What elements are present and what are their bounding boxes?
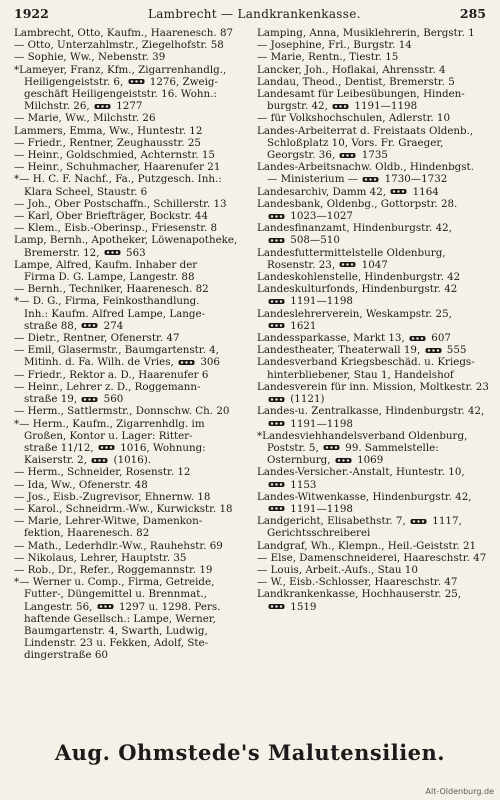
directory-entry-line: Heiligengeiststr. 6, 1276, Zweig- [24,75,218,88]
telephone-icon [332,103,349,110]
telephone-icon [268,298,285,305]
directory-entry-line: Landes-Arbeitsnachw. Oldb., Hindenbgst. [257,161,474,174]
directory-entry-line: Lamp, Bernh., Apotheker, Löwenapotheke, [14,234,238,247]
directory-entry-line: Futter-, Düngemittel u. Brennmat., [24,588,207,601]
directory-entry-line: 508—510 [257,234,490,246]
directory-entry-line: Landesfuttermittelstelle Oldenburg, [257,246,446,259]
telephone-icon [390,188,407,195]
directory-entry-line: Landes-Versicher.-Anstalt, Huntestr. 10, [257,466,465,479]
directory-entry-line: 1191—1198 [257,503,490,515]
telephone-icon [268,481,285,488]
directory-entry-line: — Herm., Schneider, Rosenstr. 12 [14,466,191,479]
telephone-icon [335,457,352,464]
directory-entry-line: — Otto, Unterzahlmstr., Ziegelhofstr. 58 [14,39,224,52]
directory-entry-line: — Math., Lederhdlr.-Ww., Rauhehstr. 69 [14,539,223,552]
directory-entry-line: Landesverband Kriegsbeschäd. u. Kriegs- [257,356,475,369]
directory-entry-line: — Emil, Glasermstr., Baumgartenstr. 4, [14,344,219,357]
directory-entry-line: Landgraf, Wh., Klempn., Heil.-Geiststr. 21 [257,539,477,552]
telephone-icon [94,103,111,110]
telephone-icon [98,444,115,451]
directory-entry-line: Langestr. 56, 1297 u. 1298. Pers. [24,600,221,613]
directory-entry-line: straße 88, 274 [24,319,124,332]
telephone-icon [268,396,285,403]
directory-entry-line: — Rob., Dr., Refer., Roggemannstr. 19 [14,563,213,576]
directory-entry-line: Lammers, Emma, Ww., Huntestr. 12 [14,124,203,137]
directory-entry-line: geschäft Heiligengeiststr. 16. Wohn.: [24,88,217,101]
advertisement-banner [0,740,500,780]
directory-entry-line: — Friedr., Rentner, Zeughausstr. 25 [14,136,201,149]
watermark: Alt-Oldenburg.de [425,787,494,796]
directory-entry-line: Georgstr. 36, 1735 [267,149,388,162]
directory-entry-line: Großen, Kontor u. Lager: Ritter- [24,429,193,442]
directory-entry-line: — Else, Damenschneiderei, Haareschstr. 47 [257,551,487,564]
directory-entry-line: Lampe, Alfred, Kaufm. Inhaber der [14,258,198,271]
directory-entry-line: — Ida, Ww., Ofenerstr. 48 [14,478,148,491]
directory-entry-line: — Bernh., Techniker, Haarenesch. 82 [14,283,209,296]
directory-entry-line: — Heinr., Schuhmacher, Haarenufer 21 [14,161,221,174]
directory-entry-line: Landesarchiv, Damm 42, 1164 [257,185,439,198]
telephone-icon [339,261,356,268]
directory-entry-line: 1519 [257,601,490,613]
directory-columns [14,27,490,735]
directory-entry-line: *Lameyer, Franz, Kfm., Zigarrenhandlg., [14,63,227,76]
telephone-icon [410,518,427,525]
directory-entry-line: — Friedr., Rektor a. D., Haarenufer 6 [14,368,209,381]
directory-entry-line: Landessparkasse, Markt 13, 607 [257,332,451,345]
telephone-icon [268,420,285,427]
directory-entry-line: *— D. G., Firma, Feinkosthandlung. [14,295,200,308]
directory-entry-line: — Klem., Eisb.-Oberinsp., Friesenstr. 8 [14,222,218,235]
directory-entry-line: Landgericht, Elisabethstr. 7, 1117, [257,515,462,528]
directory-entry-line: — Karl, Ober Briefträger, Bockstr. 44 [14,210,209,223]
telephone-icon [128,78,145,85]
directory-entry-line: Poststr. 5, 99. Sammelstelle: [267,441,439,454]
telephone-icon [97,603,114,610]
telephone-icon [268,322,285,329]
directory-entry-line: *— Herm., Kaufm., Zigarrenhdlg. im [14,417,205,430]
telephone-icon [81,322,98,329]
directory-entry-line: — Louis, Arbeit.-Aufs., Stau 10 [257,563,418,576]
header-title: Lambrecht — Landkrankenkasse. [147,7,361,21]
directory-entry-line: Milchstr. 26, 1277 [24,100,143,113]
directory-entry-line: — Heinr., Lehrer z. D., Roggemann- [14,380,201,393]
directory-entry-line: Osternburg, 1069 [267,454,384,467]
directory-entry-line: Landes-u. Zentralkasse, Hindenburgstr. 42, [257,405,485,418]
directory-entry-line: Kaiserstr. 2, (1016). [24,454,152,467]
directory-entry-line: Landeskohlenstelle, Hindenburgstr. 42 [257,271,461,284]
directory-entry-line: Lamping, Anna, Musiklehrerin, Bergstr. 1 [257,27,475,39]
directory-entry-line: haftende Gesellsch.: Lampe, Werner, [24,612,216,625]
right-column [257,27,490,735]
directory-entry-line: Lambrecht, Otto, Kaufm., Haarenesch. 87 [14,27,234,39]
directory-entry-line: — Ministerium — 1730—1732 [267,173,448,186]
directory-entry-line: Lindenstr. 23 u. Fekken, Adolf, Ste- [24,637,209,650]
directory-entry-line: 1621 [257,320,490,332]
directory-entry-line: — Nikolaus, Lehrer, Hauptstr. 35 [14,551,187,564]
telephone-icon [268,213,285,220]
directory-entry-line: Mitinh. d. Fa. Wilh. de Vries, 306 [24,356,220,369]
directory-entry-line: Landes-Witwenkasse, Hindenburgstr. 42, [257,490,472,503]
directory-entry-line: burgstr. 42, 1191—1198 [267,100,418,113]
directory-entry-line: Landkrankenkasse, Hochhauserstr. 25, [257,588,462,601]
telephone-icon [268,237,285,244]
telephone-icon [104,249,121,256]
directory-entry-line: Landeslehrerverein, Weskampstr. 25, [257,307,452,320]
directory-entry-line: 1153 [257,479,490,491]
telephone-icon [339,152,356,159]
directory-entry-line: Inh.: Kaufm. Alfred Lampe, Lange- [24,307,206,320]
directory-entry-line: Landeskulturfonds, Hindenburgstr. 42 [257,283,458,296]
directory-entry-line: Gerichtsschreiberei [267,527,371,540]
directory-entry-line: — Heinr., Goldschmied, Achternstr. 15 [14,149,215,162]
directory-entry-line: Lancker, Joh., Hoflakai, Ahrensstr. 4 [257,63,446,76]
directory-entry-line: *— Werner u. Comp., Firma, Getreide, [14,576,215,589]
directory-entry-line: — W., Eisb.-Schlosser, Haareschstr. 47 [257,576,458,589]
header-page-number: 285 [459,6,486,21]
directory-entry-line: Firma D. G. Lampe, Langestr. 88 [24,271,195,284]
directory-entry-line: — Josephine, Frl., Burgstr. 14 [257,39,412,52]
directory-entry-line: — Dietr., Rentner, Ofenerstr. 47 [14,332,180,345]
directory-entry-line: Landestheater, Theaterwall 19, 555 [257,344,467,357]
telephone-icon [362,176,379,183]
directory-entry-line: *— H. C. F. Nachf., Fa., Putzgesch. Inh.: [14,173,222,186]
directory-entry-line: — Herm., Sattlermstr., Donnschw. Ch. 20 [14,405,230,418]
directory-entry-line: 1023—1027 [257,210,490,222]
telephone-icon [425,347,442,354]
telephone-icon [268,603,285,610]
directory-entry-line: Landesverein für inn. Mission, Moltkestr. 23 [257,380,489,393]
directory-entry-line: Landes-Arbeiterrat d. Freistaats Oldenb., [257,124,474,137]
telephone-icon [268,505,285,512]
directory-entry-line: 1191—1198 [257,295,490,307]
telephone-icon [178,359,195,366]
directory-entry-line: — Joh., Ober Postschaffn., Schillerstr. 13 [14,197,227,210]
directory-entry-line: Klara Scheel, Staustr. 6 [24,185,148,198]
directory-entry-line: fektion, Haarenesch. 82 [24,527,150,540]
telephone-icon [81,396,98,403]
telephone-icon [409,335,426,342]
directory-entry-line: — Jos., Eisb.-Zugrevisor, Ehnernw. 18 [14,490,211,503]
advertisement-text: Aug. Ohmstede's Malutensilien. [54,740,446,765]
directory-entry-line: Landesamt für Leibesübungen, Hinden- [257,88,465,101]
directory-entry-line: Schloßplatz 10, Vors. Fr. Graeger, [267,136,444,149]
directory-entry-line: Landesfinanzamt, Hindenburgstr. 42, [257,222,452,235]
directory-entry-line: Rosenstr. 23, 1047 [267,258,388,271]
directory-entry-line: straße 11/12, 1016, Wohnung: [24,441,206,454]
telephone-icon [323,444,340,451]
telephone-icon [91,457,108,464]
directory-entry-line: Landesbank, Oldenbg., Gottorpstr. 28. [257,197,458,210]
directory-entry-line: — Marie, Rentn., Tiestr. 15 [257,51,399,64]
directory-entry-line: hinterbliebener, Stau 1, Handelshof [267,368,454,381]
directory-entry-line: — für Volkshochschulen, Adlerstr. 10 [257,112,451,125]
directory-entry-line: Landau, Theod., Dentist, Bremerstr. 5 [257,75,455,88]
directory-entry-line: Baumgartenstr. 4, Swarth, Ludwig, [24,624,208,637]
header-year: 1922 [14,6,49,21]
directory-entry-line: dingerstraße 60 [24,649,108,662]
directory-entry-line: — Marie, Ww., Milchstr. 26 [14,112,156,125]
directory-entry-line: Bremerstr. 12, 563 [24,246,146,259]
directory-entry-line: — Marie, Lehrer-Witwe, Damenkon- [14,515,203,528]
directory-entry-line: — Sophie, Ww., Nebenstr. 39 [14,51,166,64]
directory-entry-line: — Karol., Schneidrm.-Ww., Kurwickstr. 18 [14,502,233,515]
directory-entry-line: straße 19, 560 [24,393,124,406]
directory-entry-line: (1121) [257,393,490,405]
page-header [14,6,486,24]
left-column [14,27,247,735]
directory-entry-line: *Landesviehhandelsverband Oldenburg, [257,429,468,442]
directory-entry-line: 1191—1198 [257,418,490,430]
